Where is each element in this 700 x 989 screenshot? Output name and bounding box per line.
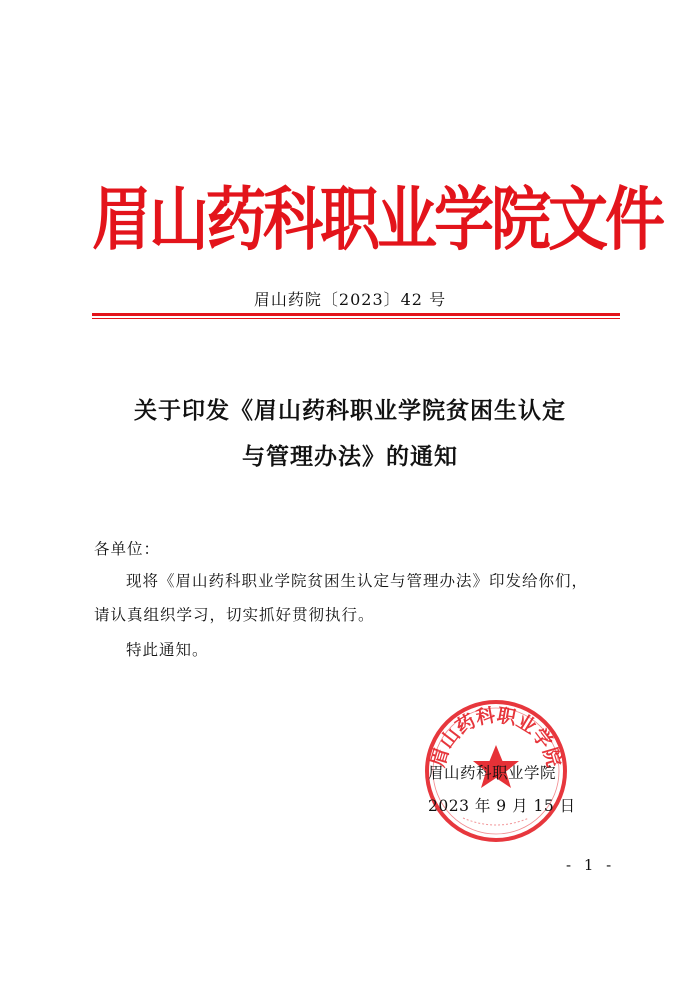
red-divider-thick bbox=[92, 313, 620, 316]
body-paragraph-1: 现将《眉山药科职业学院贫困生认定与管理办法》印发给你们， bbox=[126, 572, 589, 590]
masthead-char: 件 bbox=[605, 179, 662, 261]
seal-text: 眉山药科职业学院 bbox=[427, 704, 565, 770]
masthead-char: 学 bbox=[434, 179, 491, 261]
salutation: 各单位： bbox=[94, 540, 161, 558]
masthead-char: 山 bbox=[149, 179, 206, 261]
signature-organization: 眉山药科职业学院 bbox=[428, 764, 557, 782]
body-paragraph-2: 特此通知。 bbox=[126, 641, 209, 659]
masthead-title bbox=[92, 163, 662, 278]
masthead-char: 业 bbox=[377, 179, 434, 261]
document-title-line-1: 关于印发《眉山药科职业学院贫困生认定 bbox=[134, 397, 566, 424]
document-title-line-2: 与管理办法》的通知 bbox=[242, 443, 458, 470]
body-paragraph-1-continued: 请认真组织学习，切实抓好贯彻执行。 bbox=[94, 606, 375, 624]
masthead-char: 眉 bbox=[92, 179, 149, 261]
signature-date: 2023 年 9 月 15 日 bbox=[428, 797, 576, 815]
masthead-char: 院 bbox=[491, 179, 548, 261]
document-number: 眉山药院〔2023〕42 号 bbox=[253, 290, 447, 309]
masthead-char: 职 bbox=[320, 179, 377, 261]
masthead-char: 文 bbox=[548, 179, 605, 261]
red-divider-thin bbox=[92, 318, 620, 319]
page-number: - 1 - bbox=[566, 856, 616, 874]
masthead-char: 科 bbox=[263, 179, 320, 261]
masthead-char: 药 bbox=[206, 179, 263, 261]
